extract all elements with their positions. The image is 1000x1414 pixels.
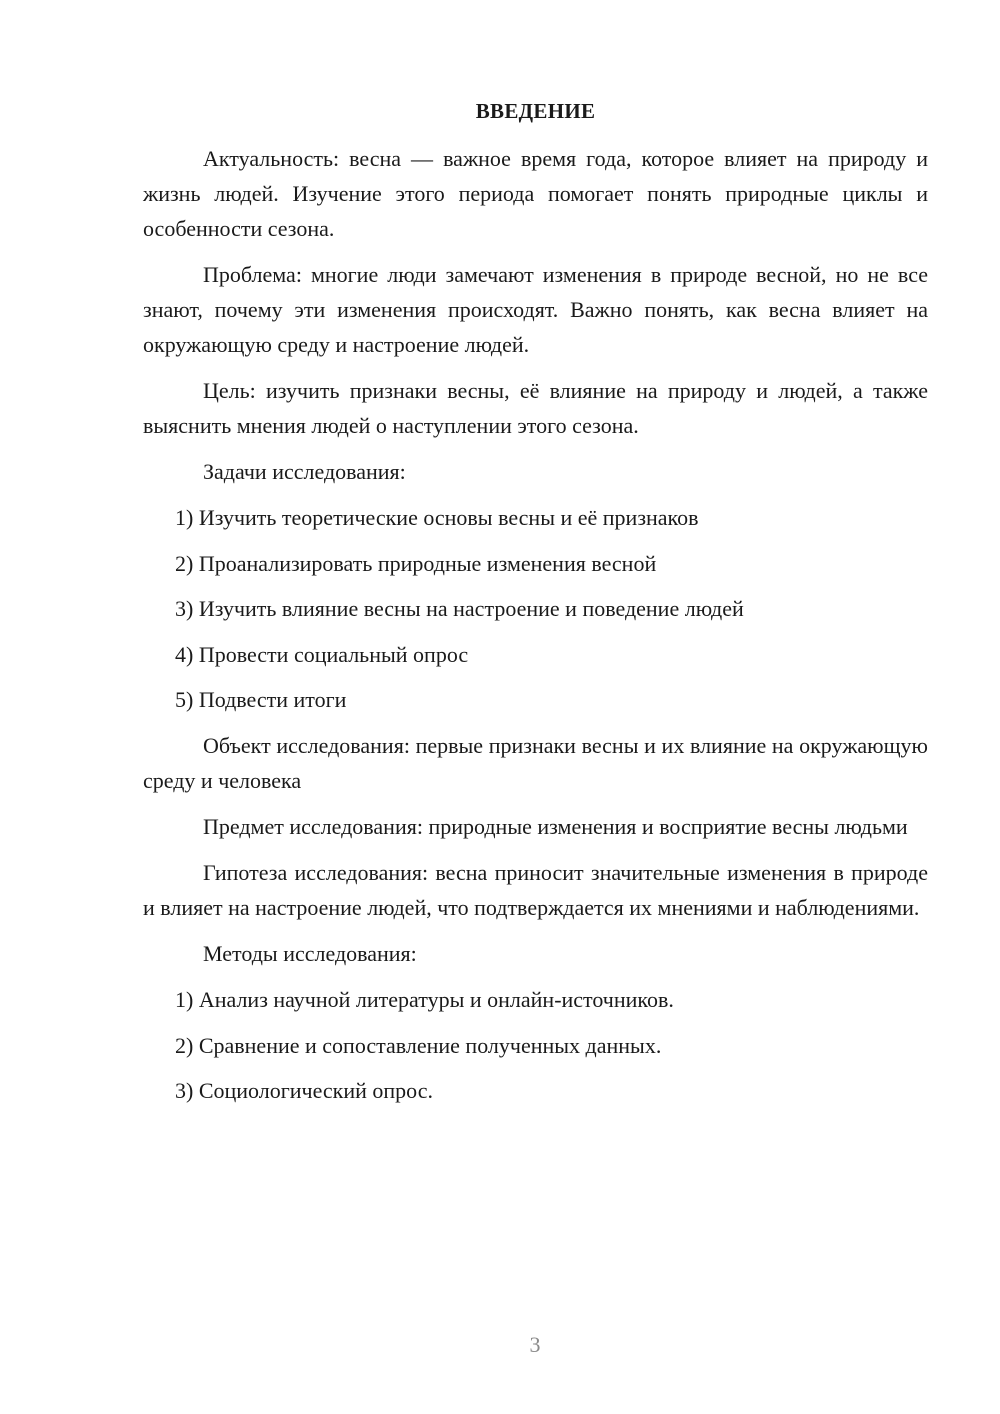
task-item: 1) Изучить теоретические основы весны и её признаков [175, 505, 699, 530]
hypothesis-paragraph: Гипотеза исследования: весна приносит значительные изменения в природе и влияет на настроение людей, что подтверждается их мнениями и наблюдениями. [143, 860, 928, 920]
section-title: ВВЕДЕНИЕ [475, 99, 596, 123]
tasks-list [143, 500, 928, 717]
page-number: 3 [529, 1332, 541, 1357]
methods-list [143, 982, 928, 1108]
task-item: 3) Изучить влияние весны на настроение и поведение людей [175, 596, 744, 621]
goal-paragraph: Цель: изучить признаки весны, её влияние на природу и людей, а также выяснить мнения людей о наступлении этого сезона. [143, 378, 928, 438]
method-item: 1) Анализ научной литературы и онлайн-источников. [175, 987, 674, 1012]
problem-paragraph: Проблема: многие люди замечают изменения в природе весной, но не все знают, почему эти изменения происходят. Важно понять, как весна влияет на окружающую среду и настроение людей. [143, 262, 928, 357]
subject-paragraph: Предмет исследования: природные изменения и восприятие весны людьми [203, 814, 908, 839]
method-item: 3) Социологический опрос. [175, 1078, 433, 1103]
object-paragraph: Объект исследования: первые признаки весны и их влияние на окружающую среду и человека [143, 733, 928, 793]
page-content [143, 92, 928, 1119]
task-item: 4) Провести социальный опрос [175, 641, 469, 667]
task-item: 2) Проанализировать природные изменения весной [175, 550, 657, 576]
methods-heading: Методы исследования: [203, 941, 417, 966]
method-item: 2) Сравнение и сопоставление полученных данных. [175, 1032, 662, 1058]
relevance-paragraph: Актуальность: весна — важное время года, которое влияет на природу и жизнь людей. Изучение этого периода помогает понять природные циклы и особенности сезона. [143, 146, 928, 241]
tasks-heading: Задачи исследования: [203, 459, 406, 484]
task-item: 5) Подвести итоги [175, 687, 347, 712]
